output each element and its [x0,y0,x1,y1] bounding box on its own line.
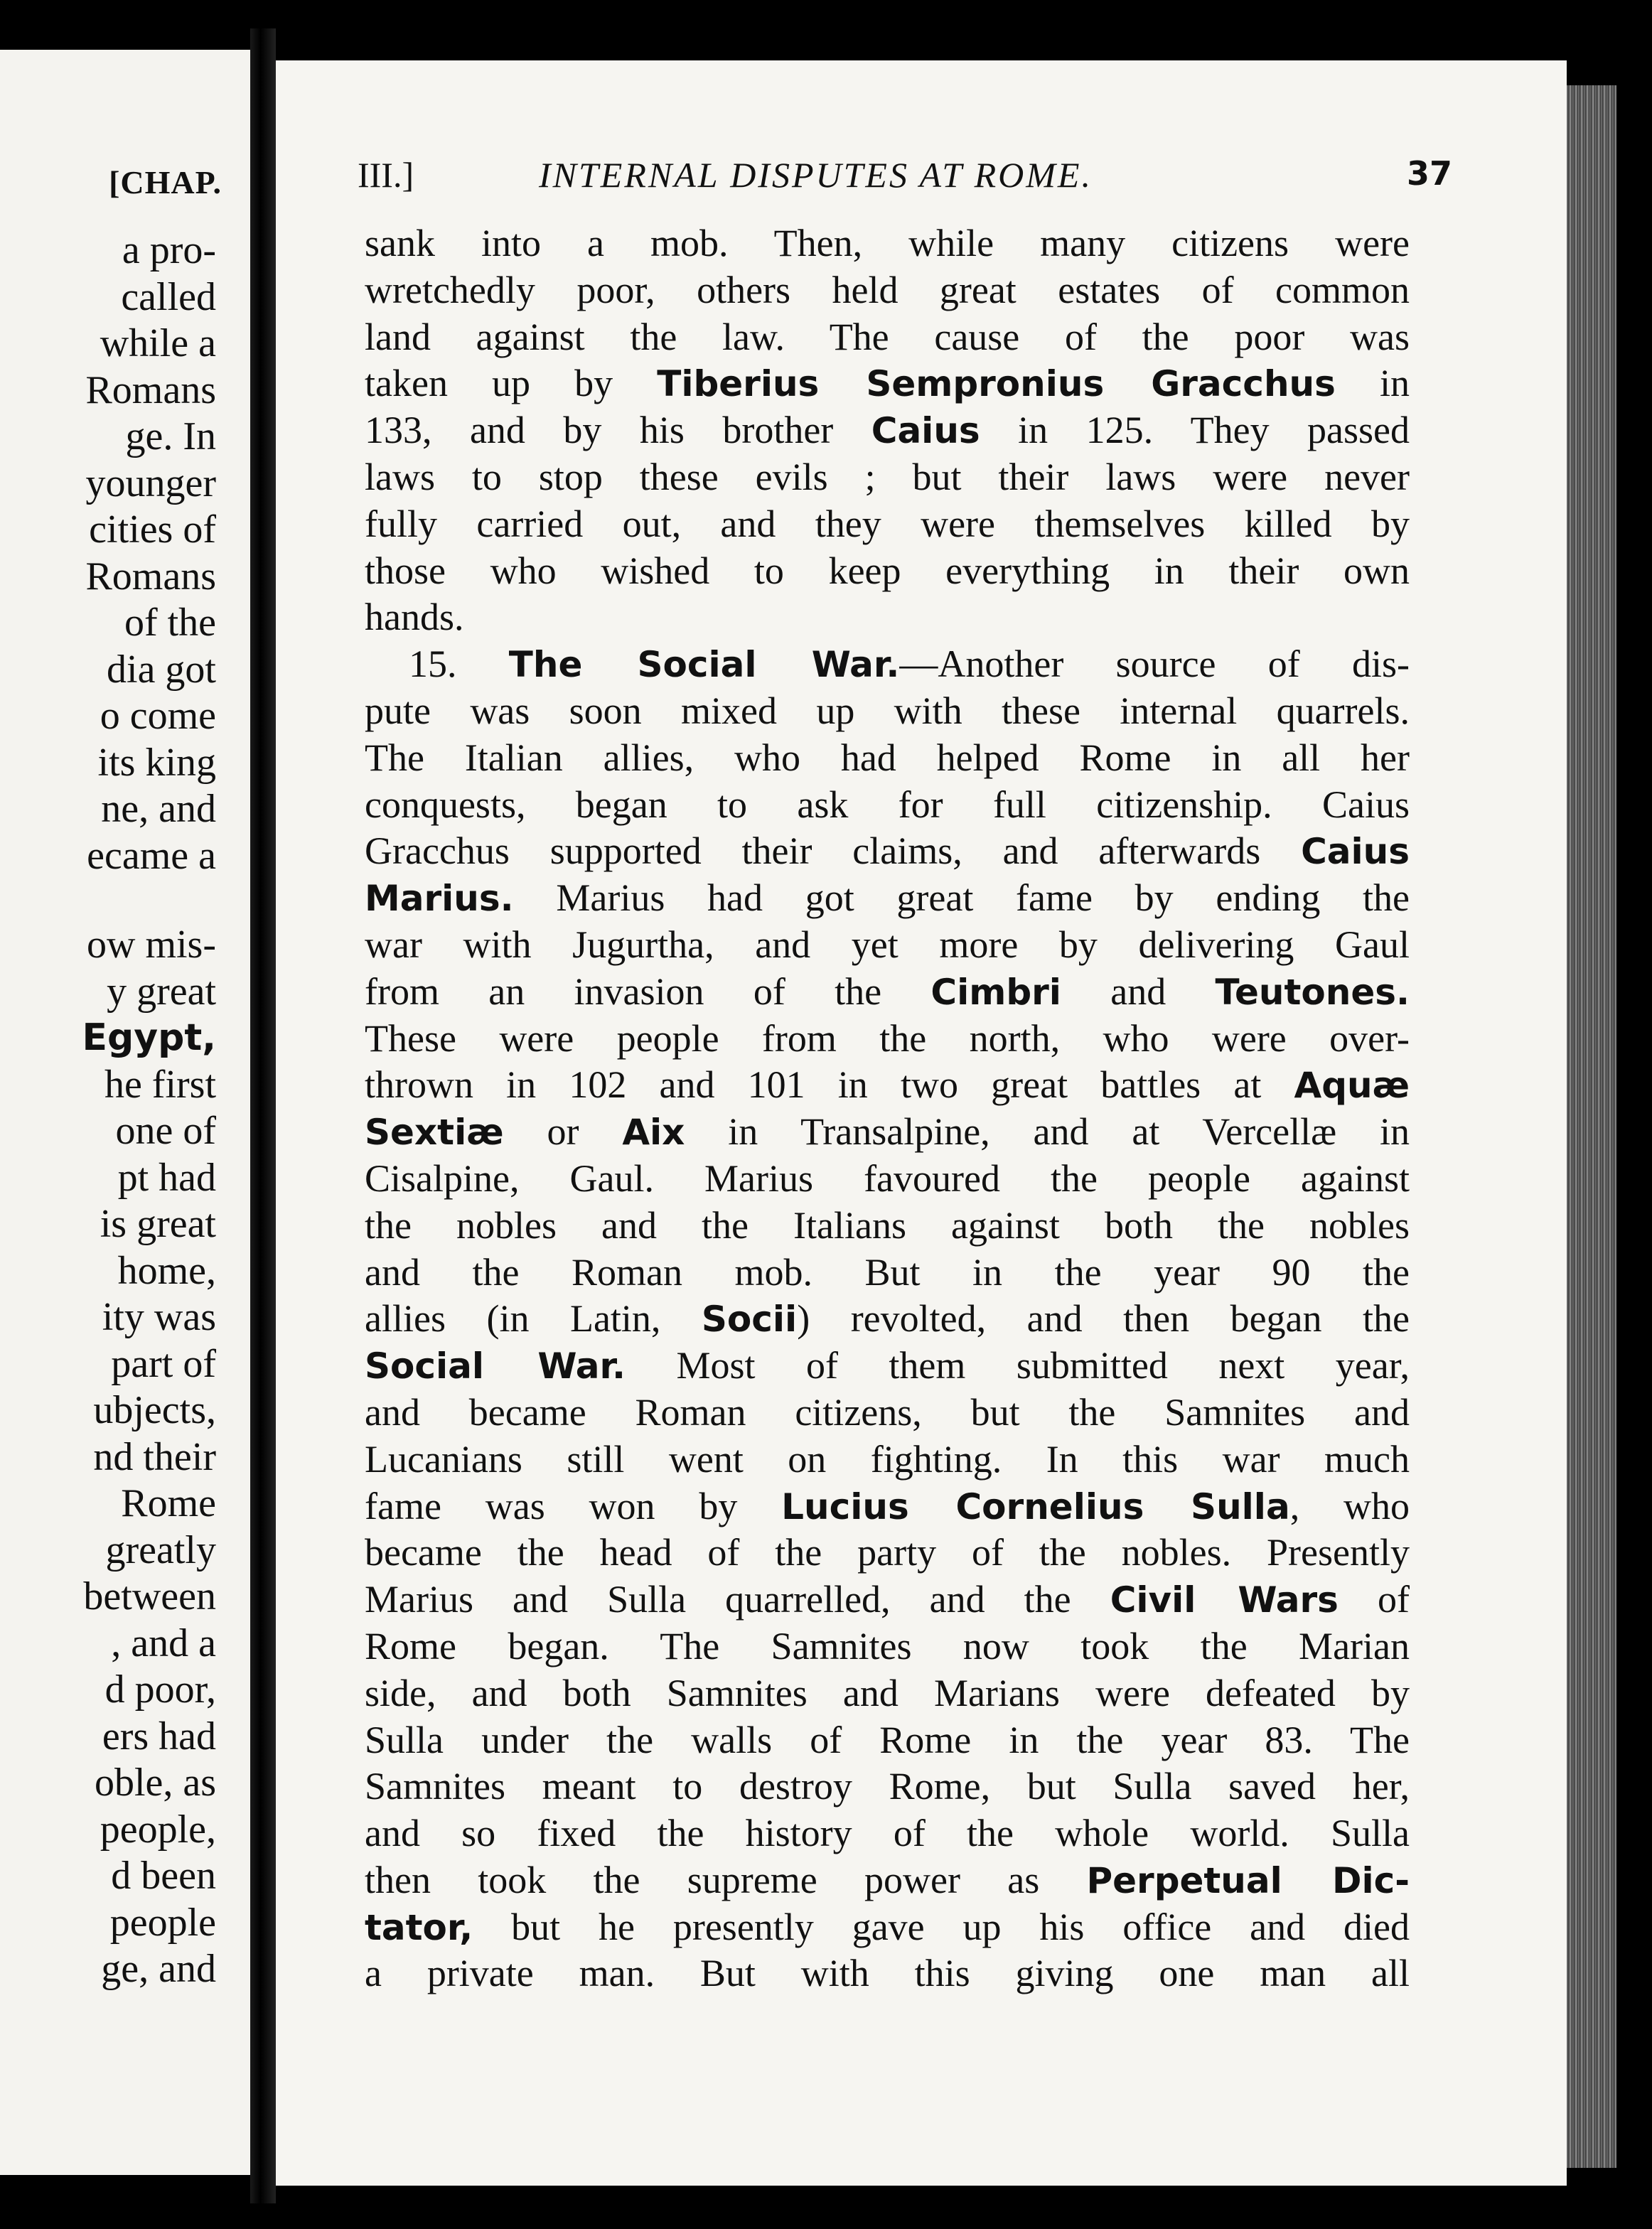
text-run: and [1061,970,1216,1013]
section-number: 15. [409,643,509,686]
name-dictator-end: tator, [365,1906,473,1948]
previous-page-line: d poor, [104,1667,216,1712]
text-line: pute was soon mixed up with these internal quarrels. [365,689,1410,732]
text-line [365,1904,1410,1951]
previous-page-line: is great [100,1202,216,1246]
text-line: side, and both Samnites and Marians were defeated by [365,1671,1410,1714]
previous-page-line: home, [117,1248,216,1293]
text-run: in Transalpine, and at Vercellæ in [685,1110,1410,1154]
previous-page-line: called [121,274,216,319]
text-line: Samnites meant to destroy Rome, but Sulla saved her, [365,1765,1410,1808]
text-line: fully carried out, and they were themselves killed by [365,502,1410,545]
previous-page-line: ity was [102,1295,216,1339]
text-line: a private man. But with this giving one man all [365,1952,1410,1995]
previous-page-line: d been [111,1854,216,1898]
name-cimbri: Cimbri [930,971,1061,1013]
text-run: fame was won by [365,1484,782,1527]
text-line [365,969,1410,1016]
previous-page-line: ne, and [101,787,216,831]
text-run: Marius had got great fame by ending the [513,876,1410,920]
text-run: of [1338,1578,1410,1621]
text-line: and so fixed the history of the whole world. Sulla [365,1812,1410,1855]
previous-page-line: dia got [107,647,216,692]
name-caius: Caius [871,410,980,452]
text-run: Marius and Sulla quarrelled, and the [365,1578,1110,1621]
text-run: or [503,1110,623,1154]
previous-page-line: ers had [102,1714,216,1758]
text-run: —Another source of dis- [899,643,1410,686]
previous-page-line: people [109,1900,216,1945]
text-run: in [1335,362,1410,405]
previous-page-line: ecame a [87,833,216,878]
previous-page-line: a pro- [122,228,216,272]
previous-page-line: Romans [85,554,216,598]
text-run: from an invasion of the [365,970,931,1013]
page-number: 37 [1406,154,1452,193]
text-line [365,1343,1410,1390]
text-run: in 125. They passed [980,409,1410,452]
name-sextiae: Sextiæ [365,1112,504,1154]
text-run: but he presently gave up his office and died [473,1905,1410,1948]
name-perpetual-dictator: Perpetual Dic- [1086,1859,1410,1901]
text-run: allies (in Latin, [365,1297,702,1341]
text-line: wretchedly poor, others held great estates of common [365,268,1410,311]
text-line [365,875,1410,922]
previous-page-text [82,227,216,1993]
previous-page-line: Romans [85,367,216,412]
name-teutones: Teutones. [1215,971,1410,1013]
text-run: Gracchus supported their claims, and afterwards [365,829,1302,873]
previous-page-line: greatly [105,1527,216,1572]
previous-page-line: one of [115,1109,216,1153]
running-head [358,154,1452,204]
previous-page-line: younger [85,461,216,505]
text-line: These were people from the north, who were over- [365,1016,1410,1060]
text-line: became the head of the party of the nobles. Presently [365,1531,1410,1574]
text-line: laws to stop these evils ; but their laws were never [365,455,1410,498]
text-line: sank into a mob. Then, while many citizens were [365,222,1410,264]
text-line: Cisalpine, Gaul. Marius favoured the people against [365,1156,1410,1200]
previous-page-line: Rome [121,1481,216,1525]
name-aix: Aix [622,1112,685,1154]
text-line: Sulla under the walls of Rome in the year 83. The [365,1718,1410,1761]
name-social-war: Social War. [365,1346,626,1387]
previous-page-line: ge, and [101,1947,216,1991]
previous-page-line: of the [124,601,216,645]
previous-page-line: oble, as [94,1761,216,1805]
previous-page-line: cities of [89,507,216,552]
previous-page-header: [CHAP. [109,164,222,200]
previous-page-line: people, [100,1807,216,1852]
text-line: The Italian allies, who had helped Rome in all her [365,736,1410,779]
previous-page-line: he first [104,1062,216,1107]
previous-page-line: pt had [117,1155,216,1200]
text-line: hands. [365,596,464,639]
body-text [365,220,1410,1997]
text-line [365,1109,1410,1156]
text-line: land against the law. The cause of the poor was [365,315,1410,358]
text-line: and the Roman mob. But in the year 90 the [365,1250,1410,1294]
previous-page-line: nd their [93,1434,216,1479]
text-line: conquests, began to ask for full citizenship. Caius [365,783,1410,826]
previous-page-line: Egypt, [82,1016,216,1059]
name-civil-wars: Civil Wars [1110,1579,1339,1621]
text-run: ) revolted, and then began the [797,1297,1410,1341]
previous-page [0,50,250,2175]
text-run: , who [1289,1484,1410,1527]
current-page [276,60,1567,2186]
text-line [365,828,1410,875]
text-run: 133, and by his brother [365,409,871,452]
text-line [365,1857,1410,1904]
text-line: Rome began. The Samnites now took the Marian [365,1624,1410,1667]
section-title: The Social War. [508,644,900,686]
previous-page-line: o come [100,694,216,738]
previous-page-line: its king [97,740,216,785]
text-line [365,407,1410,454]
text-run: taken up by [365,362,658,405]
name-tiberius-gracchus: Tiberius Sempronius Gracchus [657,363,1336,405]
text-line: and became Roman citizens, but the Samnites and [365,1390,1410,1434]
previous-page-line: , and a [111,1621,216,1665]
previous-page-line: ubjects, [93,1388,216,1432]
text-line [365,1577,1410,1623]
text-line: the nobles and the Italians against both the nobles [365,1203,1410,1247]
name-socii: Socii [701,1299,798,1341]
previous-page-line: ow mis- [87,923,216,967]
text-line: Lucanians still went on fighting. In this war much [365,1437,1410,1481]
text-line: those who wished to keep everything in their own [365,549,1410,592]
text-run: thrown in 102 and 101 in two great battles at [365,1063,1294,1107]
text-run: Most of them submitted next year, [626,1344,1410,1387]
text-run: then took the supreme power as [365,1858,1087,1901]
text-line: war with Jugurtha, and yet more by delivering Gaul [365,923,1410,966]
chapter-marker: III.] [358,155,414,195]
name-caius-marius: Caius [1301,831,1410,873]
text-line [365,1062,1410,1109]
previous-page-line: y great [107,969,216,1014]
text-line [365,1483,1410,1530]
book-gutter [250,28,276,2203]
name-marius: Marius. [365,878,514,920]
previous-page-line: ge. In [125,414,216,458]
text-line [365,360,1410,407]
previous-page-line: between [83,1574,216,1618]
book-page-edges [1567,85,1616,2168]
name-sulla: Lucius Cornelius Sulla [781,1486,1290,1527]
name-aquae: Aquæ [1294,1065,1410,1107]
text-line [365,1296,1410,1343]
previous-page-line: while a [100,321,216,365]
section-heading-line [365,641,1410,688]
previous-page-line: part of [111,1341,216,1386]
running-title: INTERNAL DISPUTES AT ROME. [539,155,1093,195]
